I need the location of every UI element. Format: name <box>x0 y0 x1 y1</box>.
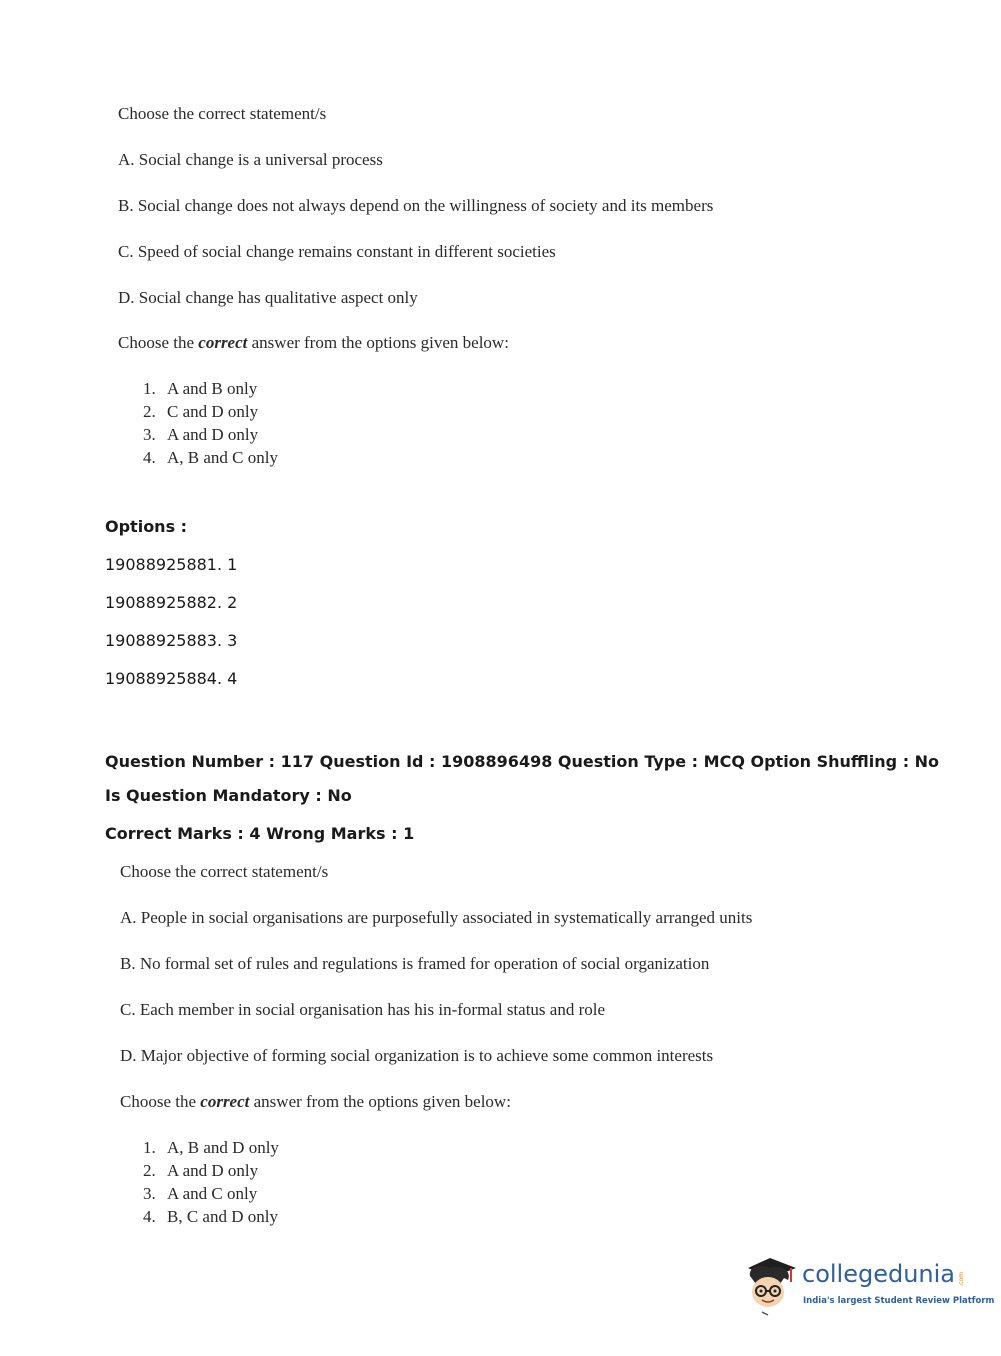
q1-statement-d: D. Social change has qualitative aspect only <box>118 288 418 307</box>
q2-statement-c: C. Each member in social organisation has his in-formal status and role <box>120 1000 606 1019</box>
q2-statement-d: D. Major objective of forming social organization is to achieve some common interests <box>120 1046 714 1065</box>
choice-number: 3. <box>143 1184 156 1203</box>
logo-suffix: .com <box>958 1272 965 1287</box>
choice-number: 1. <box>143 379 156 398</box>
choice-number: 4. <box>143 1207 156 1226</box>
choice-text: B, C and D only <box>167 1207 278 1226</box>
q2-choice-1 <box>143 1138 279 1158</box>
q1-prompt-emphasis: correct <box>198 333 248 352</box>
choice-text: A and C only <box>167 1184 258 1203</box>
options-heading: Options : <box>105 517 188 536</box>
choice-text: A, B and C only <box>167 448 278 467</box>
choice-number: 2. <box>143 402 156 421</box>
choice-text: A and D only <box>167 425 259 444</box>
collegedunia-logo[interactable] <box>740 1250 995 1320</box>
q2-meta-line2: Is Question Mandatory : No <box>105 786 352 805</box>
choice-text: A and D only <box>167 1161 259 1180</box>
choice-number: 1. <box>143 1138 156 1157</box>
q2-choice-2 <box>143 1161 258 1181</box>
choice-text: C and D only <box>167 402 259 421</box>
q2-choice-4 <box>143 1207 278 1227</box>
mascot-icon <box>740 1254 800 1316</box>
q2-meta-line3: Correct Marks : 4 Wrong Marks : 1 <box>105 824 415 843</box>
logo-wordmark: collegedunia <box>802 1260 956 1288</box>
q2-statement-a: A. People in social organisations are purposefully associated in systematically arranged units <box>120 908 753 927</box>
option-id-4: 19088925884. 4 <box>105 669 238 688</box>
q2-prompt-emphasis: correct <box>200 1092 250 1111</box>
q1-statement-b: B. Social change does not always depend on the willingness of society and its members <box>118 196 714 215</box>
q1-choice-2 <box>143 402 258 422</box>
q2-prompt-post: answer from the options given below: <box>249 1092 511 1111</box>
choice-number: 4. <box>143 448 156 467</box>
q1-prompt-pre: Choose the <box>118 333 199 352</box>
q2-meta-line1: Question Number : 117 Question Id : 1908896498 Question Type : MCQ Option Shuffling : No <box>105 752 940 771</box>
q1-prompt <box>118 333 509 353</box>
q1-choice-3 <box>143 425 258 445</box>
choice-text: A, B and D only <box>167 1138 279 1157</box>
q2-choice-3 <box>143 1184 257 1204</box>
q1-stem: Choose the correct statement/s <box>118 104 327 123</box>
q1-statement-c: C. Speed of social change remains constant in different societies <box>118 242 556 261</box>
logo-tagline: India's largest Student Review Platform <box>803 1296 995 1306</box>
q2-stem: Choose the correct statement/s <box>120 862 329 881</box>
q1-prompt-post: answer from the options given below: <box>247 333 509 352</box>
choice-number: 2. <box>143 1161 156 1180</box>
choice-number: 3. <box>143 425 156 444</box>
option-id-1: 19088925881. 1 <box>105 555 238 574</box>
q2-prompt-pre: Choose the <box>120 1092 201 1111</box>
q1-statement-a: A. Social change is a universal process <box>118 150 383 169</box>
option-id-2: 19088925882. 2 <box>105 593 238 612</box>
q2-statement-b: B. No formal set of rules and regulations is framed for operation of social organization <box>120 954 710 973</box>
option-id-3: 19088925883. 3 <box>105 631 238 650</box>
q1-choice-1 <box>143 379 257 399</box>
choice-text: A and B only <box>167 379 258 398</box>
q2-prompt <box>120 1092 511 1112</box>
q1-choice-4 <box>143 448 278 468</box>
